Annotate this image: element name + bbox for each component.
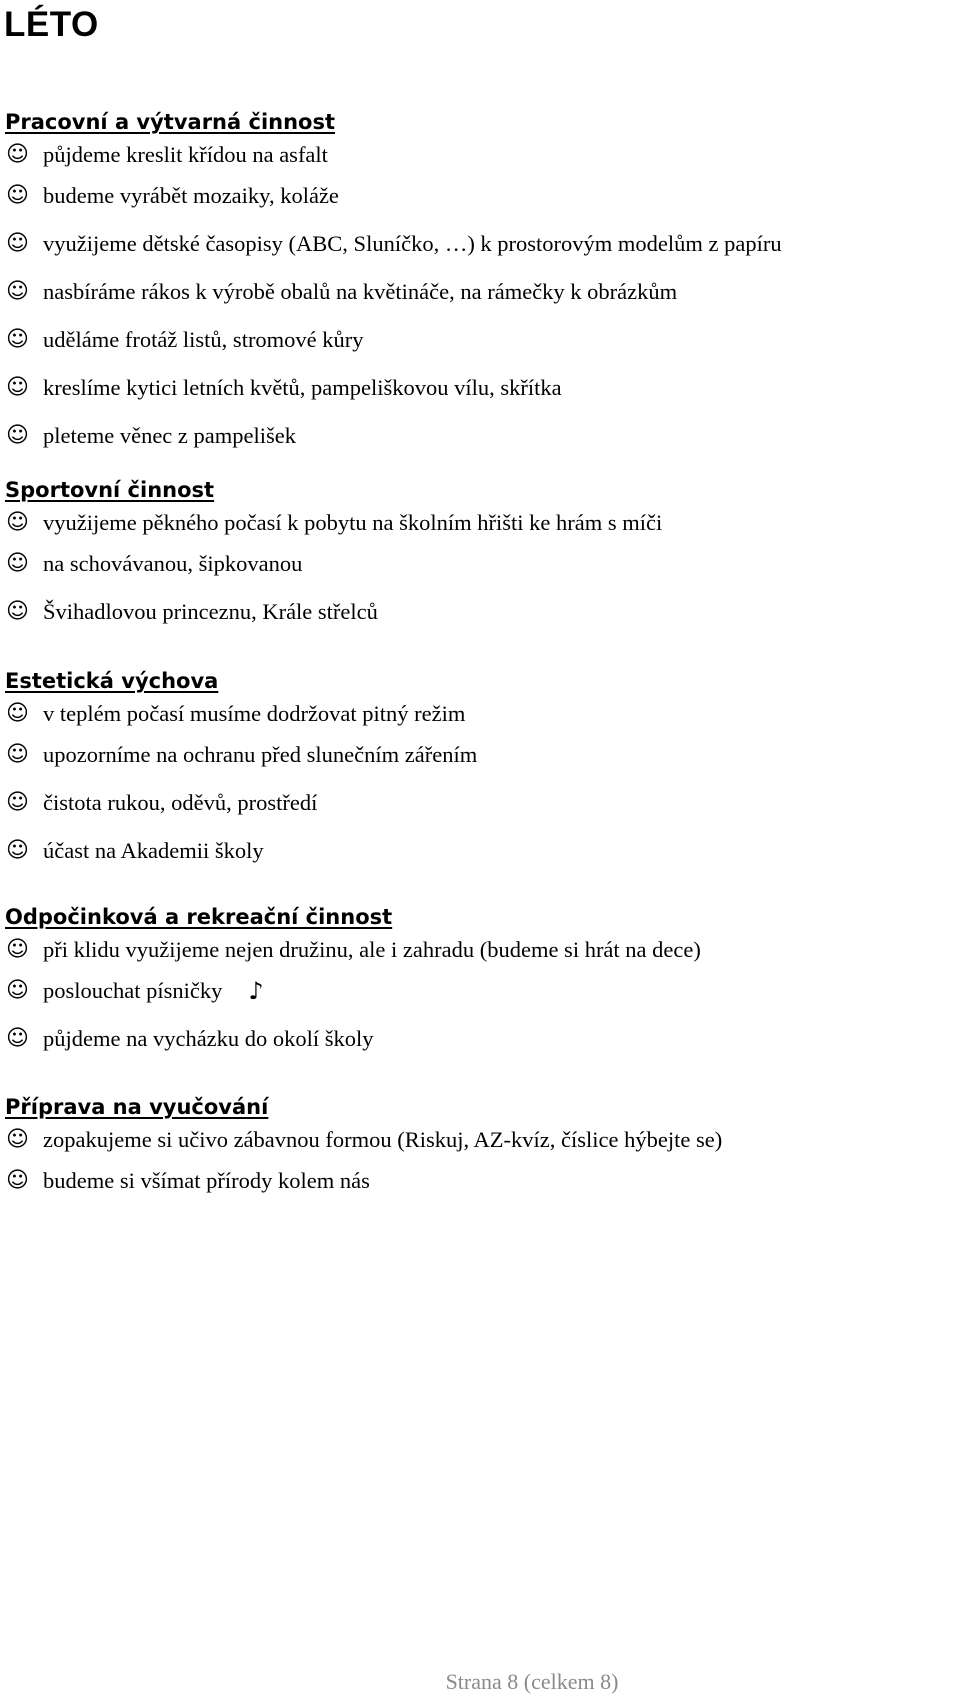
smiley-icon: ☺ [6, 142, 29, 167]
list-item [5, 172, 955, 220]
list-item-text: nasbíráme rákos k výrobě obalů na květináče, na rámečky k obrázkům [43, 279, 678, 304]
smiley-icon: ☺ [6, 978, 29, 1003]
list-item-text: upozorníme na ochranu před slunečním zářením [43, 742, 478, 767]
smiley-icon: ☺ [6, 742, 29, 767]
smiley-icon: ☺ [6, 1168, 29, 1193]
smiley-icon: ☺ [6, 599, 29, 624]
list-item [5, 1123, 955, 1157]
list-item-text: v teplém počasí musíme dodržovat pitný režim [43, 701, 466, 726]
list-item-text: poslouchat písničky [43, 978, 223, 1003]
list-item [5, 588, 955, 636]
list-item-text: čistota rukou, oděvů, prostředí [43, 790, 318, 815]
smiley-icon: ☺ [6, 423, 29, 448]
list-item-text: kreslíme kytici letních květů, pampeliškovou vílu, skřítka [43, 375, 562, 400]
section-priprava [5, 1091, 955, 1205]
list-item-text: účast na Akademii školy [43, 838, 264, 863]
list-item [5, 827, 955, 875]
section-heading: Sportovní činnost [5, 478, 215, 502]
section-pracovni [5, 106, 955, 460]
smiley-icon: ☺ [6, 790, 29, 815]
smiley-icon: ☺ [6, 327, 29, 352]
list-item-text: při klidu využijeme nejen družinu, ale i zahradu (budeme si hrát na dece) [43, 937, 701, 962]
section-heading: Estetická výchova [5, 669, 219, 693]
list-item [5, 412, 955, 460]
list-item [5, 364, 955, 412]
list-item [5, 697, 955, 731]
smiley-icon: ☺ [6, 937, 29, 962]
list-item [5, 220, 955, 268]
list-item-text: zopakujeme si učivo zábavnou formou (Riskuj, AZ-kvíz, číslice hýbejte se) [43, 1127, 723, 1152]
list-item-text: půjdeme kreslit křídou na asfalt [43, 142, 328, 167]
section-heading: Odpočinková a rekreační činnost [5, 905, 393, 929]
page-footer: Strana 8 (celkem 8) [445, 1669, 619, 1694]
list-item [5, 316, 955, 364]
music-note-icon: ♪ [248, 977, 264, 1005]
list-item-text: uděláme frotáž listů, stromové kůry [43, 327, 364, 352]
list-item [5, 506, 955, 540]
list-item-text: budeme si všímat přírody kolem nás [43, 1168, 370, 1193]
list-item-text: Švihadlovou princeznu, Krále střelců [43, 599, 378, 624]
list-item [5, 933, 955, 967]
smiley-icon: ☺ [6, 183, 29, 208]
page-title: LÉTO [4, 5, 99, 44]
smiley-icon: ☺ [6, 510, 29, 535]
list-item-text: budeme vyrábět mozaiky, koláže [43, 183, 339, 208]
list-item [5, 268, 955, 316]
smiley-icon: ☺ [6, 1026, 29, 1051]
section-odpocinkova [5, 901, 955, 1063]
list-item-text: využijeme pěkného počasí k pobytu na školním hřišti ke hrám s míči [43, 510, 663, 535]
list-item-text: využijeme dětské časopisy (ABC, Sluníčko, …) k prostorovým modelům z papíru [43, 231, 782, 256]
smiley-icon: ☺ [6, 1127, 29, 1152]
smiley-icon: ☺ [6, 551, 29, 576]
list-item-text: půjdeme na vycházku do okolí školy [43, 1026, 374, 1051]
list-item-text: na schovávanou, šipkovanou [43, 551, 303, 576]
list-item [5, 779, 955, 827]
list-item-text: pleteme věnec z pampelišek [43, 423, 297, 448]
section-heading: Pracovní a výtvarná činnost [5, 110, 336, 134]
list-item [5, 540, 955, 588]
section-heading: Příprava na vyučování [5, 1095, 269, 1119]
smiley-icon: ☺ [6, 231, 29, 256]
smiley-icon: ☺ [6, 279, 29, 304]
section-esteticka [5, 665, 955, 875]
smiley-icon: ☺ [6, 701, 29, 726]
smiley-icon: ☺ [6, 375, 29, 400]
list-item [5, 1157, 955, 1205]
section-sportovni [5, 474, 955, 636]
smiley-icon: ☺ [6, 838, 29, 863]
list-item [5, 138, 955, 172]
list-item [5, 967, 955, 1015]
list-item [5, 1015, 955, 1063]
list-item [5, 731, 955, 779]
